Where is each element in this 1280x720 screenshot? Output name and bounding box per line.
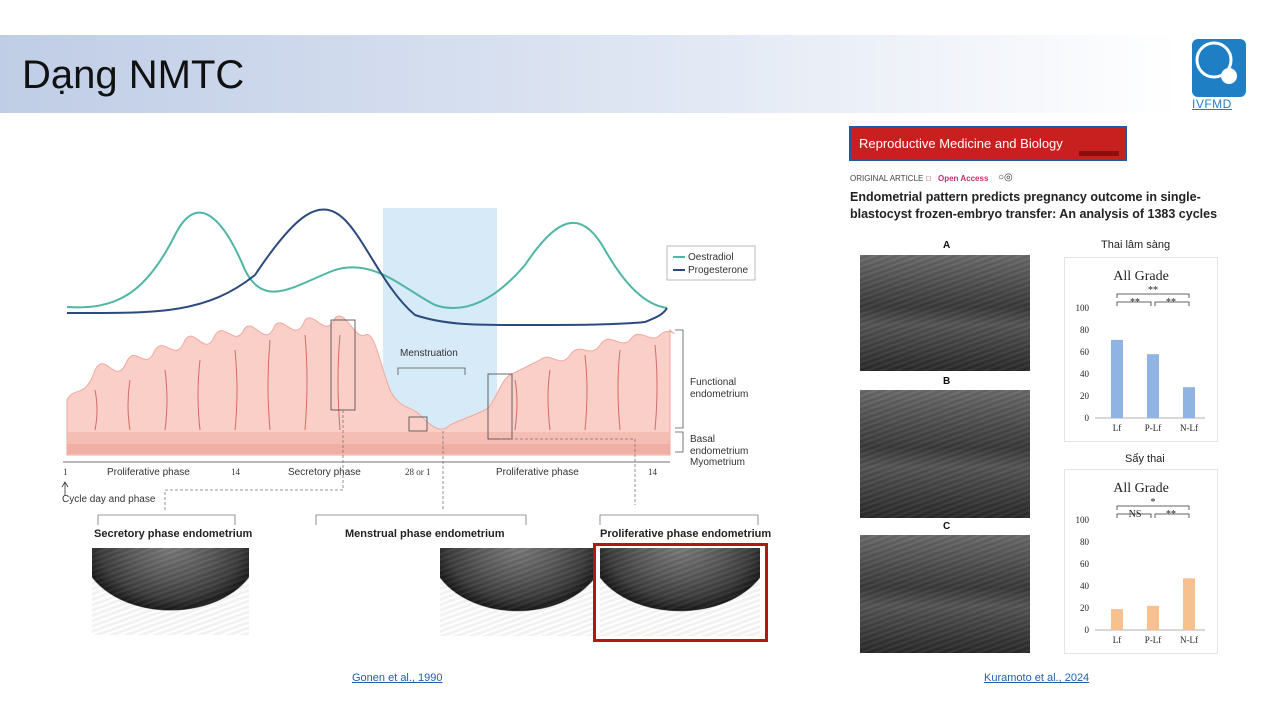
oestradiol-curve: [67, 213, 667, 308]
open-access-label: Open Access: [938, 174, 989, 183]
pregnancy-bar-chart: [1065, 258, 1217, 441]
x-tick-label: P-Lf: [1144, 423, 1162, 433]
ultrasound-menstrual: [440, 548, 595, 636]
menstrual-cycle-diagram: [55, 200, 785, 510]
slide-title: Dạng NMTC: [22, 53, 245, 97]
miscarriage-bar-chart: [1065, 470, 1217, 653]
myometrium-layer: [67, 444, 670, 454]
sig-label: **: [1130, 297, 1140, 308]
y-tick-label: 0: [1084, 413, 1089, 423]
tick-day-1: 1: [63, 467, 68, 477]
image-label-b: B: [943, 376, 951, 387]
secretory-endometrium-header: Secretory phase endometrium: [94, 528, 253, 540]
y-tick-label: 80: [1080, 537, 1089, 547]
citation-kuramoto-link[interactable]: Kuramoto et al., 2024: [984, 672, 1090, 684]
sig-label: NS: [1128, 509, 1142, 520]
tick-day-14b: 14: [648, 467, 657, 477]
y-tick-label: 40: [1080, 581, 1089, 591]
y-tick-label: 20: [1080, 391, 1089, 401]
y-tick-label: 100: [1075, 515, 1089, 525]
image-label-a: A: [943, 240, 951, 251]
chart1-caption: Thai lâm sàng: [1101, 239, 1171, 251]
menstrual-endometrium-header: Menstrual phase endometrium: [345, 528, 505, 540]
ultrasound-a: [860, 255, 1030, 371]
y-tick-label: 60: [1080, 559, 1089, 569]
ultrasound-secretory: [92, 548, 249, 635]
chart-box-1: [1064, 257, 1218, 442]
bar-N-Lf: [1183, 387, 1195, 418]
ivfmd-logo-icon: [1191, 38, 1247, 98]
journal-banner: [849, 126, 1127, 161]
y-tick-label: 20: [1080, 603, 1089, 613]
bar-N-Lf: [1183, 578, 1195, 630]
article-title-line1: Endometrial pattern predicts pregnancy outcome in single-: [850, 190, 1201, 204]
y-tick-label: 60: [1080, 347, 1089, 357]
ultrasound-b: [860, 390, 1030, 518]
proliferative-endometrium-header: Proliferative phase endometrium: [600, 528, 772, 540]
svg-text:endometrium: endometrium: [690, 389, 749, 400]
article-title-line2: blastocyst frozen-embryo transfer: An analysis of 1383 cycles: [850, 207, 1218, 221]
x-tick-label: Lf: [1112, 423, 1122, 433]
sig-label: **: [1148, 285, 1158, 296]
tick-day-28: 28 or 1: [405, 467, 431, 477]
bar-P-Lf: [1147, 606, 1159, 630]
chart-title: All Grade: [1113, 481, 1169, 496]
bar-Lf: [1111, 609, 1123, 630]
y-tick-label: 0: [1084, 625, 1089, 635]
bar-Lf: [1111, 340, 1123, 418]
citation-gonen-link[interactable]: Gonen et al., 1990: [352, 672, 443, 684]
legend-progesterone: Progesterone: [688, 265, 749, 276]
y-tick-label: 100: [1075, 303, 1089, 313]
myometrium-label: Myometrium: [690, 457, 746, 468]
phase-secretory: Secretory phase: [288, 467, 361, 478]
y-tick-label: 80: [1080, 325, 1089, 335]
progesterone-curve: [67, 209, 667, 325]
cc-license-icon: ○◎: [998, 172, 1013, 183]
svg-text:endometrium: endometrium: [690, 446, 749, 457]
bar-P-Lf: [1147, 354, 1159, 418]
phase-proliferative-1: Proliferative phase: [107, 467, 190, 478]
x-tick-label: N-Lf: [1180, 423, 1198, 433]
logo-text: IVFMD: [1192, 97, 1232, 111]
image-label-c: C: [943, 521, 951, 532]
sig-label: **: [1166, 297, 1176, 308]
lock-icon: □: [926, 174, 931, 183]
sig-label: *: [1150, 497, 1156, 508]
basal-label: Basal: [690, 434, 716, 445]
ultrasound-c: [860, 535, 1030, 653]
chart-box-2: [1064, 469, 1218, 654]
highlight-box: [593, 543, 768, 642]
basal-layer: [67, 432, 670, 444]
cycle-caption: Cycle day and phase: [62, 494, 156, 505]
chart-title: All Grade: [1113, 269, 1169, 284]
menstruation-label: Menstruation: [400, 348, 458, 359]
phase-proliferative-2: Proliferative phase: [496, 467, 579, 478]
article-type: ORIGINAL ARTICLE: [850, 174, 924, 183]
header-brackets: [90, 510, 770, 530]
y-tick-label: 40: [1080, 369, 1089, 379]
chart2-caption: Sẩy thai: [1125, 453, 1165, 465]
journal-name: Reproductive Medicine and Biology: [859, 136, 1063, 151]
sig-label: **: [1166, 509, 1176, 520]
x-tick-label: N-Lf: [1180, 635, 1198, 645]
x-tick-label: Lf: [1112, 635, 1122, 645]
legend-oestradiol: Oestradiol: [688, 252, 734, 263]
x-tick-label: P-Lf: [1144, 635, 1162, 645]
tick-day-14a: 14: [231, 467, 240, 477]
functional-label: Functional: [690, 377, 737, 388]
